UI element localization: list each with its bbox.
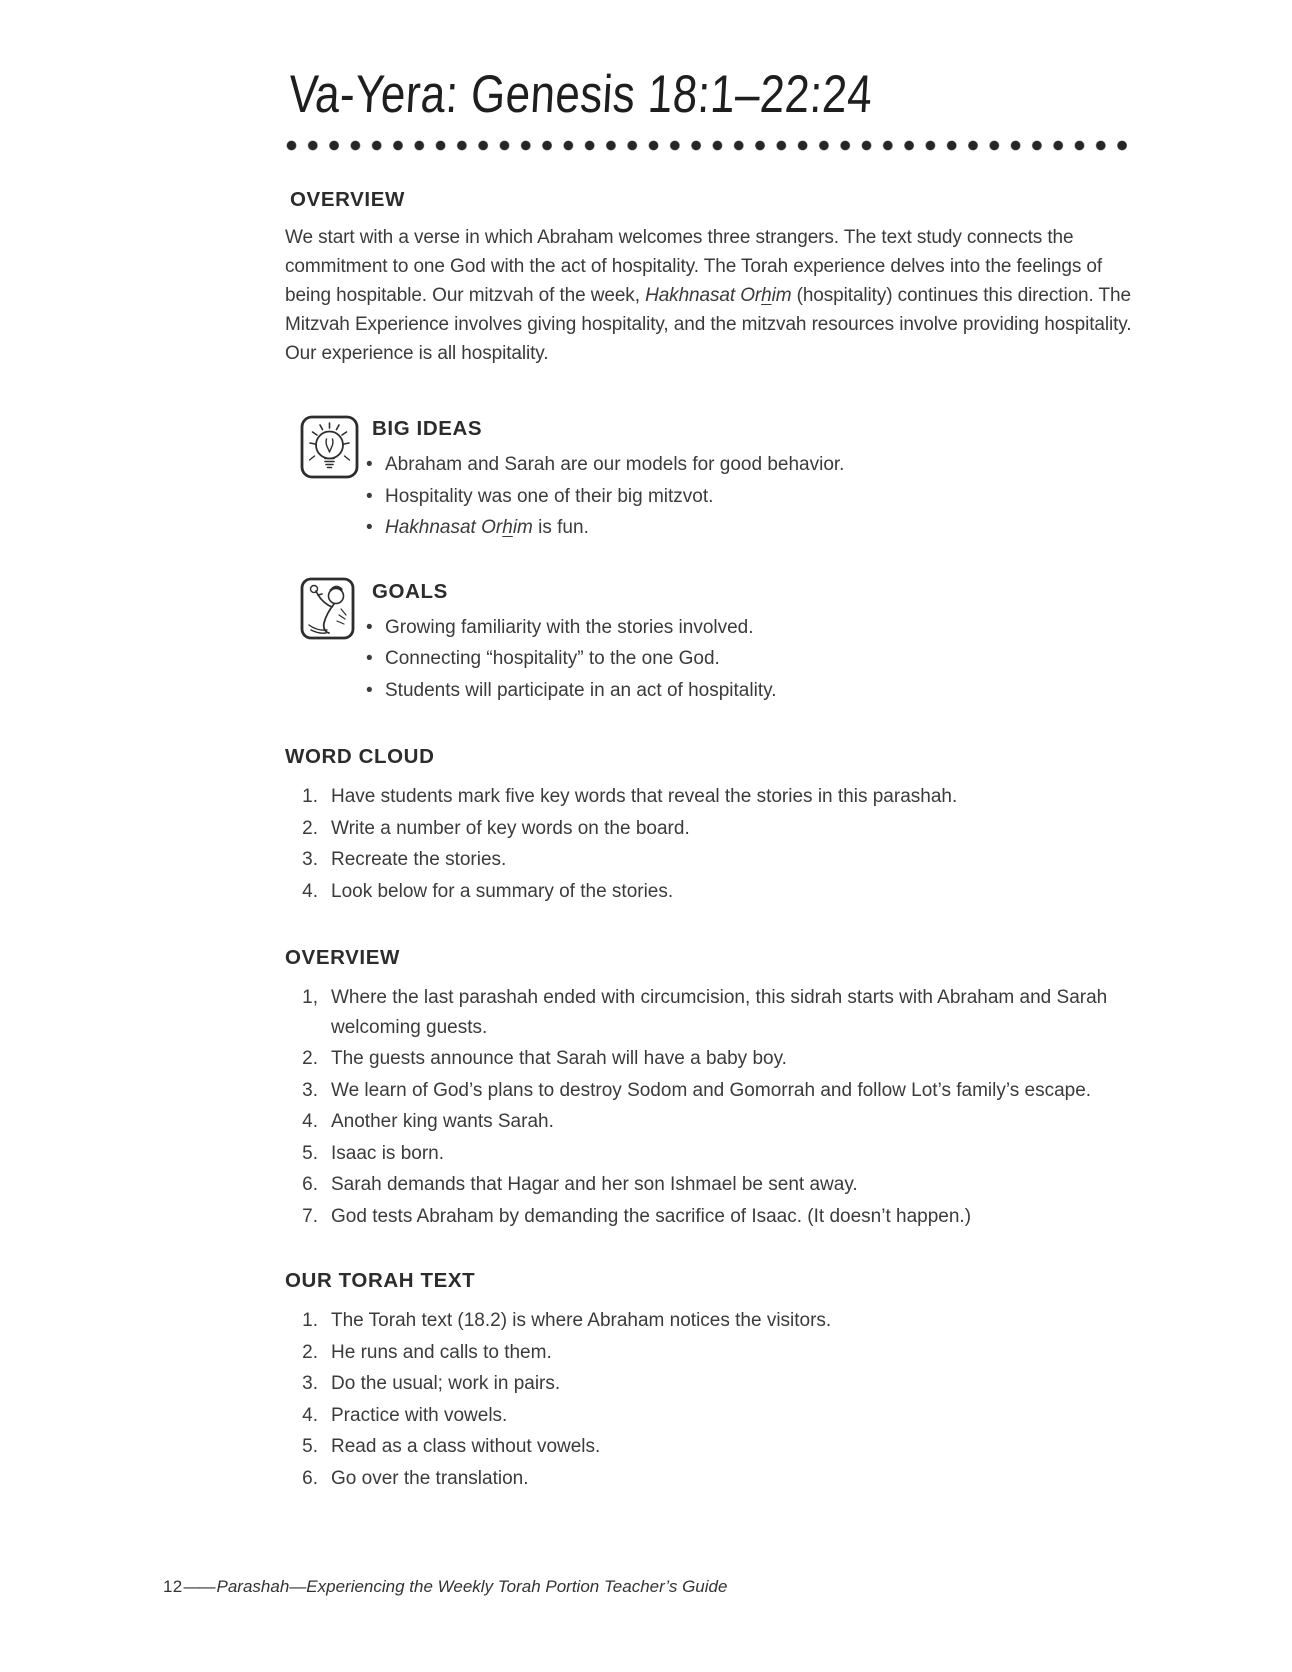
list-item-text: The Torah text (18.2) is where Abraham notices the visitors.	[331, 1310, 832, 1331]
word-cloud-heading: WORD CLOUD	[285, 745, 435, 768]
number-marker: 4.	[302, 1404, 318, 1426]
number-marker: 2.	[302, 1341, 318, 1363]
number-marker: 4.	[302, 880, 318, 902]
big-ideas-heading: BIG IDEAS	[372, 417, 483, 440]
number-marker: 2.	[302, 1048, 318, 1069]
torah-text-list-item	[285, 1338, 1145, 1368]
overview-summary-list-item	[285, 1170, 1145, 1200]
goals-heading: GOALS	[372, 579, 448, 603]
overview-summary-heading: OVERVIEW	[285, 946, 400, 969]
list-item-text: Isaac is born.	[331, 1142, 444, 1164]
list-item-text: Do the usual; work in pairs.	[331, 1373, 561, 1394]
overview-intro-paragraph: We start with a verse in which Abraham welcomes three strangers. The text study connects the commitment to one God with the act of hospitality. The Torah experience delves into the feelings of being hospitable. Our mitzvah of the week, Hakhnasat Orhim (hospitality) continues this direction. The Mitzvah Experience involves giving hospitality, and the mitzvah resources involve providing hospitality. Our experience is all hospitality.	[285, 227, 1132, 364]
list-item-text: Practice with vowels.	[331, 1404, 508, 1426]
list-item-text: He runs and calls to them.	[331, 1341, 552, 1363]
number-marker: 6.	[302, 1467, 318, 1489]
goals-list-item	[366, 676, 1145, 706]
torah-text-list	[285, 1306, 1145, 1493]
page-footer	[163, 1577, 727, 1597]
number-marker: 3.	[302, 1079, 318, 1101]
overview-summary-list	[285, 983, 1145, 1231]
footer-text: Parashah—Experiencing the Weekly Torah Portion Teacher’s Guide	[216, 1577, 728, 1596]
list-item-text: Abraham and Sarah are our models for good behavior.	[385, 454, 845, 475]
big-ideas-list	[366, 450, 1145, 543]
list-item-text: Sarah demands that Hagar and her son Ishmael be sent away.	[331, 1174, 858, 1195]
word-cloud-list-item	[285, 877, 1145, 907]
word-cloud-list-item	[285, 814, 1145, 844]
overview-intro-heading: OVERVIEW	[290, 188, 405, 211]
bullet-marker: •	[366, 517, 373, 538]
big-ideas-list-item	[366, 513, 1145, 543]
number-marker: 7.	[302, 1205, 318, 1227]
list-item-text: Another king wants Sarah.	[331, 1111, 554, 1132]
figure-sketch-icon	[299, 575, 357, 648]
list-item-text: Hakhnasat Orhim is fun.	[385, 517, 589, 538]
section-overview-intro	[285, 188, 1145, 368]
list-item-text: Where the last parashah ended with circumcision, this sidrah starts with Abraham and Sarah welcoming guests.	[331, 987, 1108, 1038]
list-item-text: Look below for a summary of the stories.	[331, 880, 674, 902]
list-item-text: Students will participate in an act of hospitality.	[385, 679, 777, 701]
overview-summary-list-item	[285, 1044, 1145, 1074]
section-big-ideas	[285, 408, 1145, 543]
list-item-text: We learn of God’s plans to destroy Sodom and Gomorrah and follow Lot’s family’s escape.	[331, 1079, 1092, 1101]
lightbulb-icon	[299, 412, 361, 487]
word-cloud-list-item	[285, 782, 1145, 812]
goals-list	[366, 613, 1145, 706]
number-marker: 6.	[302, 1174, 318, 1195]
goals-list-item	[366, 613, 1145, 643]
number-marker: 5.	[302, 1436, 318, 1457]
torah-text-list-item	[285, 1432, 1145, 1462]
list-item-text: Hospitality was one of their big mitzvot.	[385, 485, 714, 507]
number-marker: 2.	[302, 817, 318, 839]
page-number: 12	[163, 1577, 183, 1596]
list-item-text: Connecting “hospitality” to the one God.	[385, 648, 720, 669]
page-title: Va-Yera: Genesis 18:1–22:24	[287, 65, 875, 124]
big-ideas-list-item	[366, 482, 1145, 512]
number-marker: 3.	[302, 849, 318, 870]
number-marker: 1.	[302, 1310, 318, 1331]
list-item-text: Have students mark five key words that reveal the stories in this parashah.	[331, 786, 958, 807]
overview-summary-list-item	[285, 1202, 1145, 1232]
torah-text-list-item	[285, 1401, 1145, 1431]
word-cloud-list	[285, 782, 1145, 906]
goals-list-item	[366, 644, 1145, 674]
list-item-text: Recreate the stories.	[331, 849, 507, 870]
overview-summary-list-item	[285, 1107, 1145, 1137]
list-item-text: Read as a class without vowels.	[331, 1436, 601, 1457]
list-item-text: Go over the translation.	[331, 1467, 529, 1489]
overview-summary-list-item	[285, 1076, 1145, 1106]
dotted-divider	[285, 139, 1138, 152]
list-item-text: Growing familiarity with the stories involved.	[385, 616, 754, 638]
bullet-marker: •	[366, 485, 373, 507]
torah-text-list-item	[285, 1306, 1145, 1336]
overview-summary-list-item	[285, 983, 1145, 1042]
torah-text-heading: OUR TORAH TEXT	[285, 1269, 476, 1292]
number-marker: 1.	[302, 786, 318, 807]
torah-text-list-item	[285, 1464, 1145, 1494]
footer-dash: ——	[183, 1577, 214, 1596]
section-overview-summary	[285, 946, 1145, 1231]
number-marker: 4.	[302, 1111, 318, 1132]
bullet-marker: •	[366, 454, 373, 475]
bullet-marker: •	[366, 616, 373, 638]
list-item-text: The guests announce that Sarah will have a baby boy.	[331, 1048, 787, 1069]
torah-text-list-item	[285, 1369, 1145, 1399]
list-item-text: Write a number of key words on the board.	[331, 817, 690, 839]
overview-summary-list-item	[285, 1139, 1145, 1169]
word-cloud-list-item	[285, 845, 1145, 875]
number-marker: 3.	[302, 1373, 318, 1394]
big-ideas-list-item	[366, 450, 1145, 480]
section-word-cloud	[285, 745, 1145, 906]
number-marker: 1,	[302, 987, 318, 1008]
section-goals	[285, 571, 1145, 706]
bullet-marker: •	[366, 648, 373, 669]
list-item-text: God tests Abraham by demanding the sacrifice of Isaac. (It doesn’t happen.)	[331, 1205, 972, 1227]
section-torah-text	[285, 1269, 1145, 1493]
bullet-marker: •	[366, 679, 373, 701]
number-marker: 5.	[302, 1142, 318, 1164]
